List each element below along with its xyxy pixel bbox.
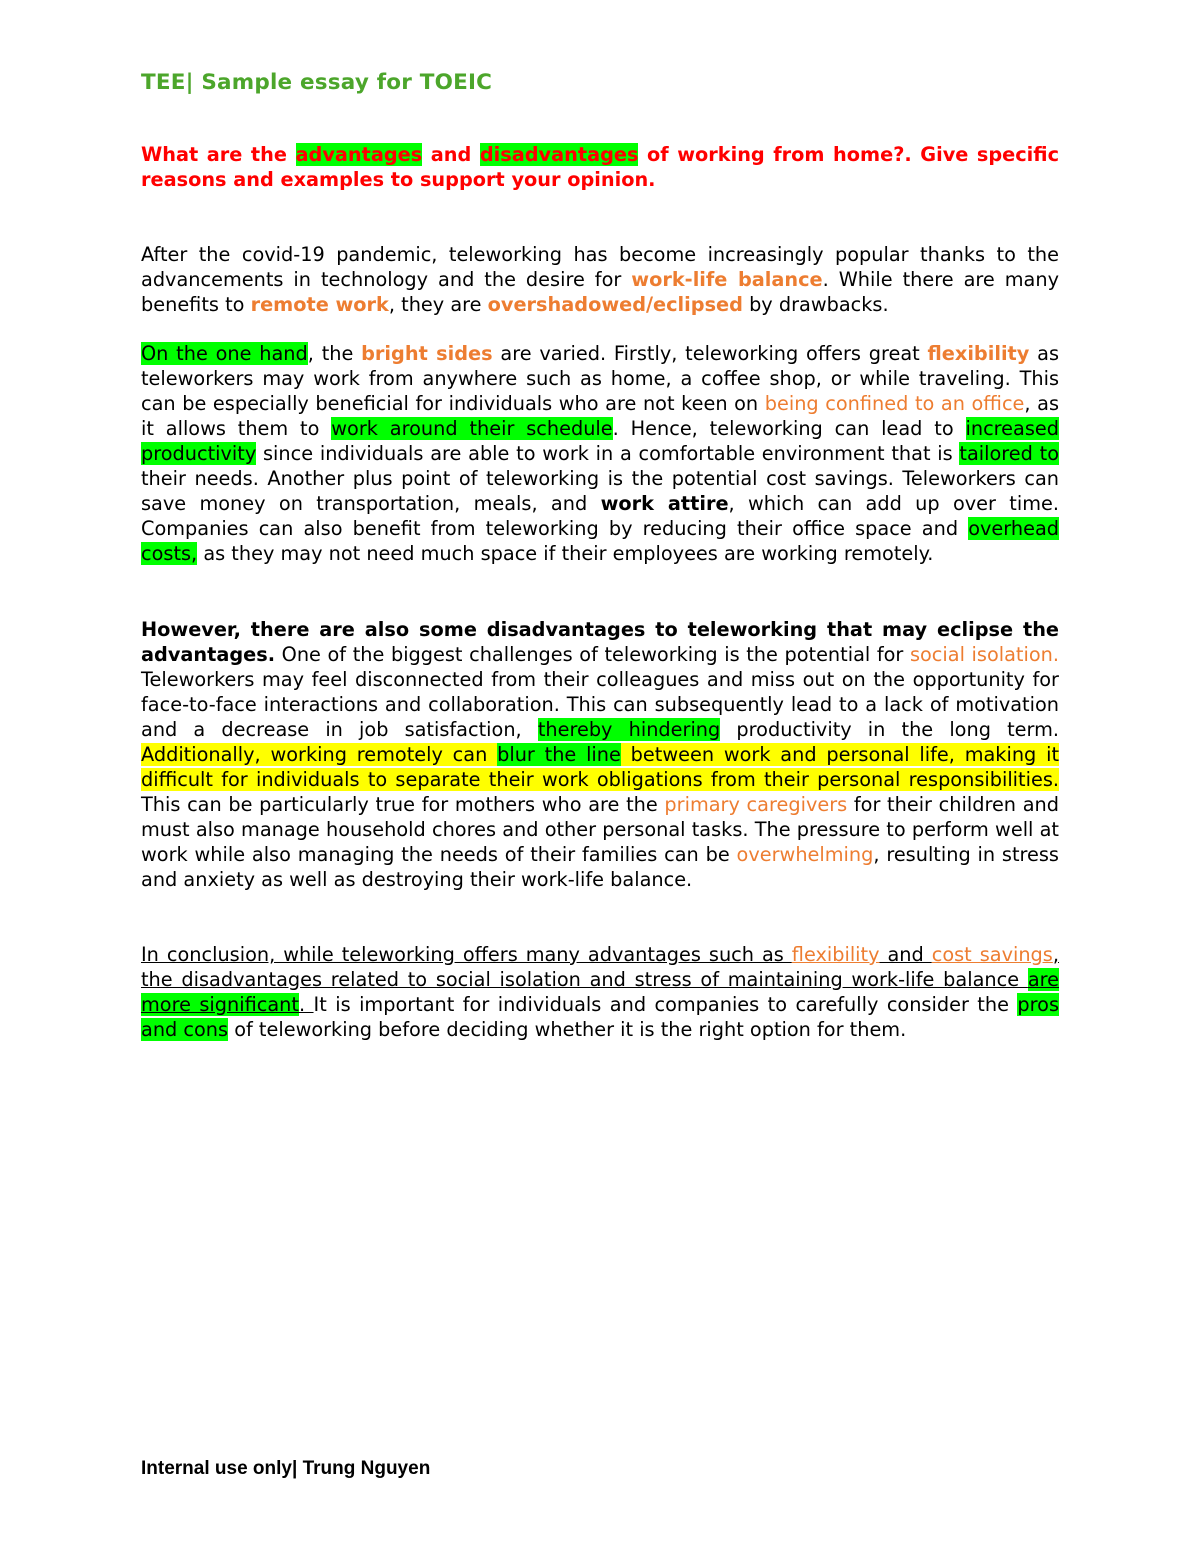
body-text: , the [307,342,362,365]
body-text: One of the biggest challenges of teleworking is the potential for [275,643,910,666]
body-text: Teleworkers may feel disconnected from their colleagues and miss out on the opportunity for face-to-face interactions and collaboration. This can subsequently lead to a lack of motivation and a decrease in job satisfaction, [141,668,1059,741]
highlight-phrase: overhead costs, [141,517,1059,565]
keyword: work-life balance [631,268,823,291]
body-text: productivity in the long term. [720,718,1059,741]
underlined-text: and [879,943,932,966]
highlight-phrase: tailored to [959,442,1059,465]
underlined-text: , the disadvantages related to social isolation and stress of maintaining work-life balance [141,943,1059,991]
body-text: , resulting in stress and anxiety as well as destroying their work-life balance. [141,843,1059,891]
body-text: as they may not need much space if their employees are working remotely. [197,542,934,565]
highlight-phrase: are more significant [141,968,1059,1016]
body-text: It is important for individuals and companies to carefully consider the [313,993,1018,1016]
body-text: After the covid-19 pandemic, teleworking has become increasingly popular thanks to the advancements in technology and the desire for [141,243,1059,291]
body-text: as teleworkers may work from anywhere such as home, a coffee shop, or while traveling. This can be especially beneficial for individuals who are not keen on [141,342,1060,415]
body-text: since individuals are able to work in a comfortable environment that is [256,442,960,465]
highlight-phrase: pros and cons [141,993,1059,1041]
question-text: of working from home?. Give specific reasons and examples to support your opinion. [141,143,1060,191]
vocab-phrase: cost savings [931,943,1053,966]
body-text: . Hence, teleworking can lead to [612,417,966,440]
body-text: , as it allows them to [141,392,1060,440]
keyword: flexibility [927,342,1030,365]
body-text: , which can add up over time. Companies can also benefit from teleworking by reducing their office space and [141,492,1059,540]
keyword: remote work [250,293,389,316]
paragraph-disadvantages [141,617,1059,892]
body-text: by drawbacks. [742,293,889,316]
vocab-phrase: flexibility [791,943,880,966]
keyword: overshadowed/eclipsed [487,293,743,316]
vocab-phrase: overwhelming [736,843,874,866]
paragraph-introduction [141,242,1059,317]
yellow-highlight: between work and personal life, making it difficult for individuals to separate their work obligations from their personal responsibilities. [141,743,1060,791]
highlight-advantages: advantages [295,143,423,166]
highlight-phrase: thereby hindering [537,718,721,741]
paragraph-advantages [141,341,1059,566]
body-text: for their children and must also manage household chores and other personal tasks. The pressure to perform well at work while also managing the needs of their families can be [141,793,1059,866]
body-text: of teleworking before deciding whether it is the right option for them. [228,1018,907,1041]
underlined-text: . [298,993,314,1016]
page-footer: Internal use only| Trung Nguyen [141,1458,431,1479]
body-text: This can be particularly true for mothers who are the [141,793,665,816]
highlight-disadvantages: disadvantages [479,143,639,166]
paragraph-conclusion [141,942,1059,1042]
vocab-phrase: social isolation. [909,643,1059,666]
topic-sentence: However, there are also some disadvantages to teleworking that may eclipse the advantages. [141,618,1059,666]
document-title: TEE| Sample essay for TOEIC [141,70,493,95]
yellow-highlight: Additionally, working remotely can [141,743,498,766]
highlight-phrase: blur the line [497,743,621,766]
highlight-phrase: work around their schedule [331,417,613,440]
keyword: bright sides [361,342,493,365]
body-text: their needs. Another plus point of teleworking is the potential cost savings. Teleworkers can save money on transportation, meals, and [141,467,1059,515]
body-text: . While there are many benefits to [141,268,1059,316]
essay-question [141,142,1059,192]
question-text: What are the [141,143,296,166]
vocab-phrase: being confined to an office [764,392,1025,415]
vocab-phrase: primary caregivers [664,793,848,816]
question-text: and [422,143,480,166]
body-text: , they are [388,293,488,316]
highlight-phrase: increased productivity [141,417,1060,465]
body-text: are varied. Firstly, teleworking offers great [492,342,928,365]
underlined-text: In conclusion, while teleworking offers many advantages such as [141,943,792,966]
highlight-phrase: On the one hand [141,342,308,365]
bold-phrase: work attire [600,492,729,515]
